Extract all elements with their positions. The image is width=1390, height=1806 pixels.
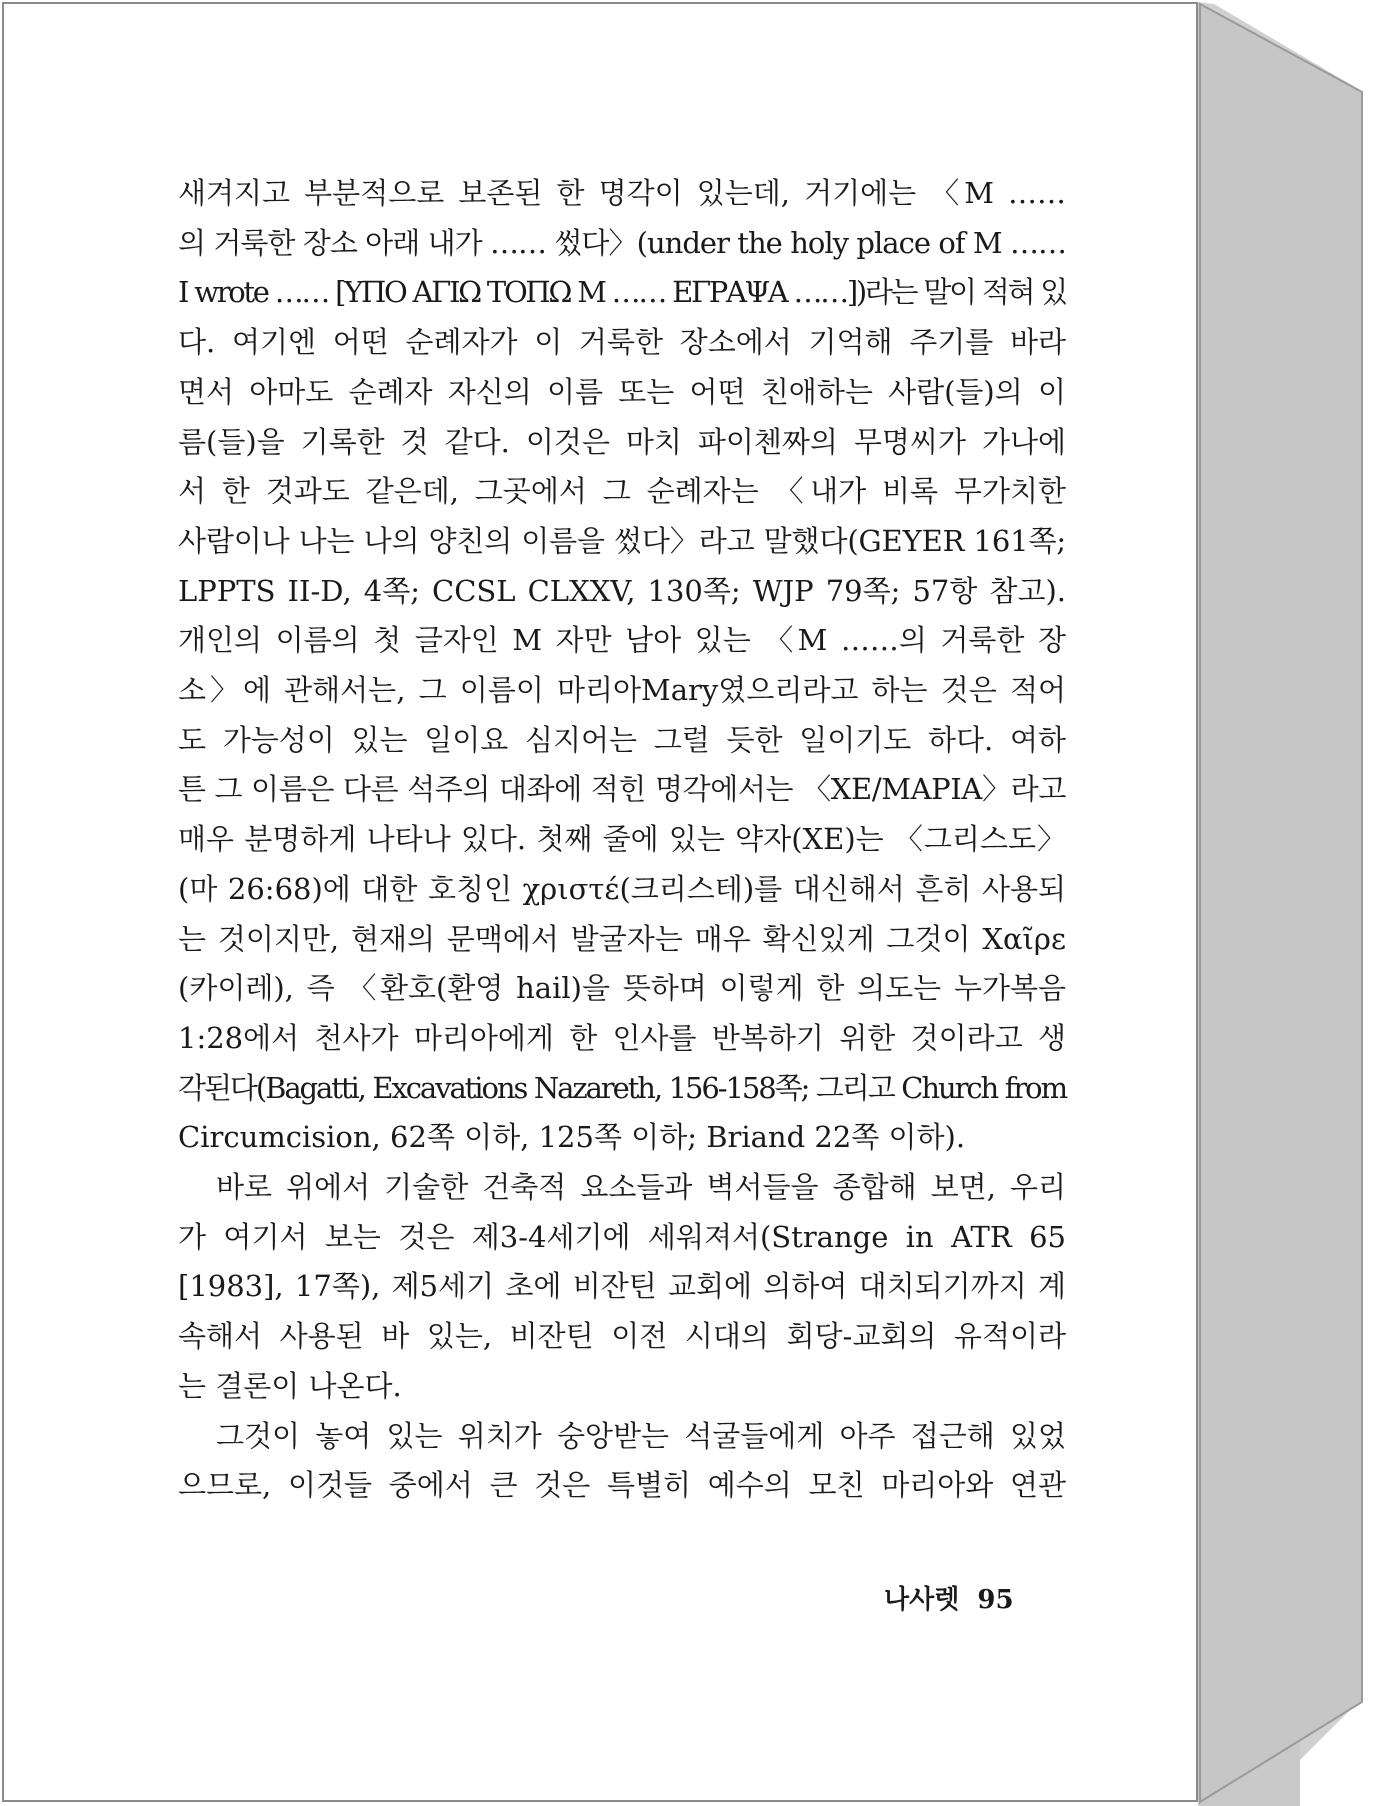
- text-line: 새겨지고 부분적으로 보존된 한 명각이 있는데, 거기에는 〈M ……: [178, 176, 1066, 210]
- book-page: [2, 2, 1198, 1802]
- text-line: 는 것이지만, 현재의 문맥에서 발굴자는 매우 확신있게 그것이 Χαῖρε: [178, 921, 1066, 956]
- text-line: 1:28에서 천사가 마리아에게 한 인사를 반복하기 위한 것이라고 생: [178, 1020, 1066, 1055]
- text-line: 는 결론이 나온다.: [178, 1368, 402, 1403]
- paragraph-1: [178, 169, 1066, 1163]
- text-line: 매우 분명하게 나타나 있다. 첫째 줄에 있는 약자(ΧΕ)는 〈그리스도〉: [178, 822, 1066, 857]
- text-line: [1983], 17쪽), 제5세기 초에 비잔틴 교회에 의하여 대치되기까지 계: [178, 1269, 1066, 1304]
- text-line: 튼 그 이름은 다른 석주의 대좌에 적힌 명각에서는 〈ΧΕ/ΜΑΡΙΑ〉라고: [178, 772, 1066, 807]
- text-line: (마 26:68)에 대한 호칭인 χριστέ(크리스테)를 대신해서 흔히 사용되: [178, 871, 1066, 906]
- text-line: 면서 아마도 순례자 자신의 이름 또는 어떤 친애하는 사람(들)의 이: [178, 374, 1066, 409]
- text-line: 으므로, 이것들 중에서 큰 것은 특별히 예수의 모친 마리아와 연관: [178, 1468, 1066, 1503]
- text-line: I wrote …… [ΥΠΟ ΑΓΙΩ ΤΟΠΩ Μ …… ΕΓΡΑΨΑ ……])라는 말이 적혀 있: [178, 275, 1066, 310]
- text-line: 도 가능성이 있는 일이요 심지어는 그럴 듯한 일이기도 하다. 여하: [178, 722, 1066, 757]
- text-line: LPPTS II-D, 4쪽; CCSL CLXXV, 130쪽; WJP 79쪽; 57항 참고).: [178, 573, 1066, 608]
- text-line: 각된다(Bagatti, Excavations Nazareth, 156-158쪽; 그리고 Church from: [178, 1070, 1066, 1105]
- text-line: 서 한 것과도 같은데, 그곳에서 그 순례자는 〈내가 비록 무가치한: [178, 474, 1066, 509]
- page-footer: [884, 1579, 1084, 1616]
- text-line: 다. 여기엔 어떤 순례자가 이 거룩한 장소에서 기억해 주기를 바라: [178, 325, 1066, 360]
- text-line: 그것이 놓여 있는 위치가 숭앙받는 석굴들에게 아주 접근해 있었: [216, 1418, 1066, 1453]
- text-line: 가 여기서 보는 것은 제3-4세기에 세워져서(Strange in ATR 65: [178, 1219, 1066, 1254]
- text-line: (카이레), 즉 〈환호(환영 hail)을 뜻하며 이렇게 한 의도는 누가복음: [178, 971, 1066, 1006]
- text-line: 소〉에 관해서는, 그 이름이 마리아Mary였으리라고 하는 것은 적어: [178, 673, 1066, 708]
- page-number: 95: [977, 1585, 1014, 1615]
- body-text: [178, 169, 1066, 1511]
- text-line: 름(들)을 기록한 것 같다. 이것은 마치 파이첸짜의 무명씨가 가나에: [178, 424, 1066, 459]
- paragraph-2: [178, 1163, 1066, 1412]
- text-line: Circumcision, 62쪽 이하, 125쪽 이하; Briand 22쪽 이하).: [178, 1120, 966, 1155]
- paragraph-3: [178, 1412, 1066, 1511]
- text-line: 의 거룩한 장소 아래 내가 …… 썼다〉(under the holy place of M ……: [178, 225, 1066, 260]
- text-line: 바로 위에서 기술한 건축적 요소들과 벽서들을 종합해 보면, 우리: [216, 1170, 1066, 1205]
- text-line: 사람이나 나는 나의 양친의 이름을 썼다〉라고 말했다(GEYER 161쪽;: [178, 523, 1066, 558]
- text-line: 속해서 사용된 바 있는, 비잔틴 이전 시대의 회당-교회의 유적이라: [178, 1319, 1066, 1354]
- running-title: 나사렛: [884, 1585, 960, 1615]
- text-line: 개인의 이름의 첫 글자인 M 자만 남아 있는 〈M ……의 거룩한 장: [178, 623, 1066, 658]
